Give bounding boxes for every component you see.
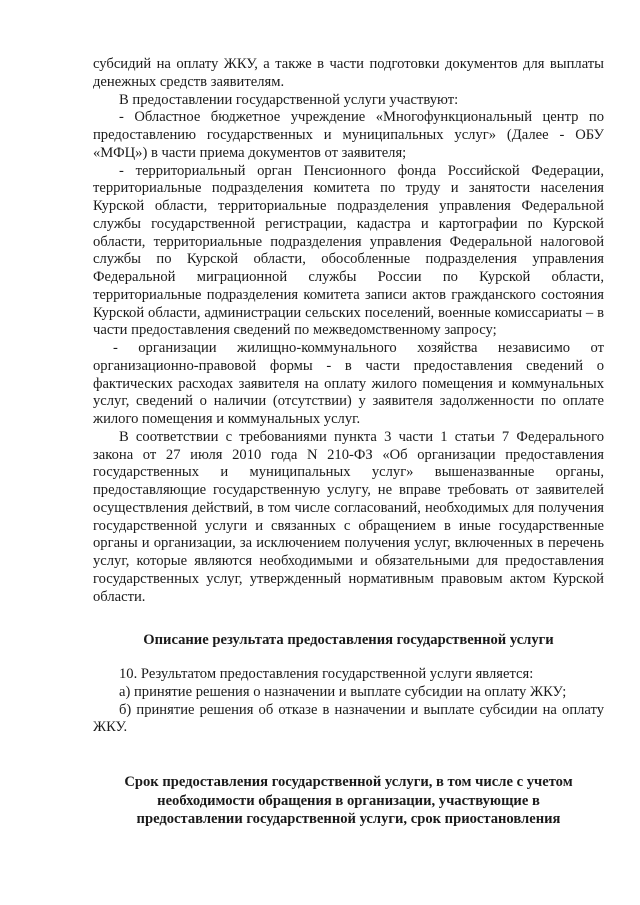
paragraph-participant-housing-organizations: - организации жилищно-коммунального хозяйства независимо от организационно-правовой формы - в части предоставления сведений о фактических расходах заявителя на оплату жилого помещения и коммунальных услуг, сведений о наличии (отсутствии) у заявителя задолженности по оплате жилого помещения и коммунальных услуг.: [93, 340, 604, 427]
paragraph-continuation: субсидий на оплату ЖКУ, а также в части подготовки документов для выплаты денежных средств заявителям.: [93, 56, 604, 90]
section-heading-result: Описание результата предоставления государственной услуги: [143, 632, 554, 649]
section-heading-term: [93, 773, 604, 829]
paragraph-federal-law-requirements: В соответствии с требованиями пункта 3 части 1 статьи 7 Федерального закона от 27 июля 2010 года N 210-ФЗ «Об организации предоставления государственных и муниципальных услуг» вышеназванные органы, предоставляющие государственную услугу, не вправе требовать от заявителей осуществления действий, в том числе согласований, необходимых для получения государственной услуги и связанных с обращением в иные государственные органы и организации, за исключением получения услуг, включенных в перечень услуг, которые являются необходимыми и обязательными для предоставления государственных услуг, утвержденный нормативным правовым актом Курской области.: [93, 428, 604, 605]
paragraph-participants-intro: В предоставлении государственной услуги участвуют:: [119, 91, 459, 108]
section-heading-term-line-1: Срок предоставления государственной услуги, в том числе с учетом: [124, 774, 573, 790]
section-heading-term-line-3: предоставлении государственной услуги, срок приостановления: [136, 811, 561, 827]
section-heading-term-line-2: необходимости обращения в организации, участвующие в: [157, 792, 540, 809]
paragraph-participant-territorial-bodies: - территориальный орган Пенсионного фонда Российской Федерации, территориальные подразделения комитета по труду и занятости населения Курской области, территориальные подразделения управления Федеральной службы государственной регистрации, кадастра и картографии по Курской области, территориальные подразделения управления Федеральной налоговой службы по Курской области, обособленные подразделения управления Федеральной миграционной службы России по Курской области, территориальные подразделения комитета записи актов гражданского состояния Курской области, администрации сельских поселений, военные комиссариаты – в части предоставления сведений по межведомственному запросу;: [93, 162, 604, 339]
result-item-intro: 10. Результатом предоставления государственной услуги является:: [119, 666, 534, 682]
paragraph-participant-mfc: - Областное бюджетное учреждение «Многофункциональный центр по предоставлению государственных и муниципальных услуг» (Далее - ОБУ «МФЦ») в части приема документов от заявителя;: [93, 109, 604, 161]
result-list: [93, 666, 604, 737]
result-item-a: а) принятие решения о назначении и выплате субсидии на оплату ЖКУ;: [119, 683, 567, 700]
result-item-b: б) принятие решения об отказе в назначении и выплате субсидии на оплату ЖКУ.: [93, 701, 604, 736]
